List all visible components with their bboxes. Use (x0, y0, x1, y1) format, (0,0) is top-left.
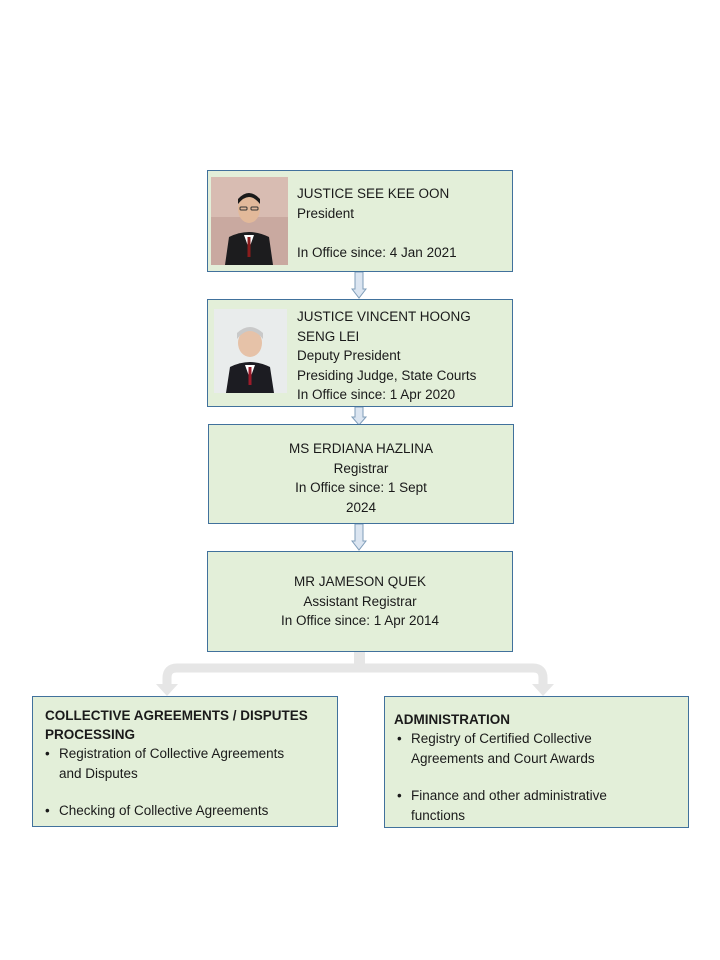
branch-connector (145, 652, 565, 698)
deputy-role2: Presiding Judge, State Courts (297, 367, 477, 383)
administration-title: ADMINISTRATION (394, 712, 510, 727)
collective-title-line2: PROCESSING (45, 727, 136, 742)
president-role: President (297, 205, 355, 221)
assistant-name: MR JAMESON QUEK (293, 574, 426, 589)
registrar-name: MS ERDIANA HAZLINA (288, 441, 434, 456)
registrar-role: Registrar (333, 460, 389, 476)
registrar-since-line2: 2024 (345, 499, 377, 515)
president-since: In Office since: 4 Jan 2021 (297, 244, 457, 260)
down-arrow-icon (351, 524, 367, 551)
list-item: • Registration of Collective Agreements and Disputes (33, 744, 331, 783)
president-name: JUSTICE SEE KEE OON (297, 186, 450, 201)
assistant-since: In Office since: 1 Apr 2014 (280, 613, 440, 628)
deputy-role: Deputy President (297, 348, 401, 363)
president-photo (211, 177, 288, 265)
list-item: • Finance and other administrative functions (385, 786, 682, 825)
assistant-registrar-box (207, 551, 513, 652)
administration-box (384, 696, 689, 828)
deputy-name-line1: JUSTICE VINCENT HOONG (297, 309, 471, 324)
collective-agreements-box (32, 696, 338, 827)
list-item: • Registry of Certified Collective Agreements and Court Awards (385, 729, 682, 768)
assistant-role: Assistant Registrar (303, 593, 417, 609)
down-arrow-icon (351, 272, 367, 299)
deputy-photo (214, 309, 287, 393)
president-box (207, 170, 513, 272)
registrar-box (208, 424, 514, 524)
list-item: • Checking of Collective Agreements (33, 801, 331, 821)
deputy-name-line2: SENG LEI (297, 328, 360, 344)
registrar-since-line1: In Office since: 1 Sept (295, 480, 427, 495)
collective-title-line1: COLLECTIVE AGREEMENTS / DISPUTES (45, 708, 308, 723)
deputy-since: In Office since: 1 Apr 2020 (297, 387, 456, 402)
deputy-president-box (207, 299, 513, 407)
